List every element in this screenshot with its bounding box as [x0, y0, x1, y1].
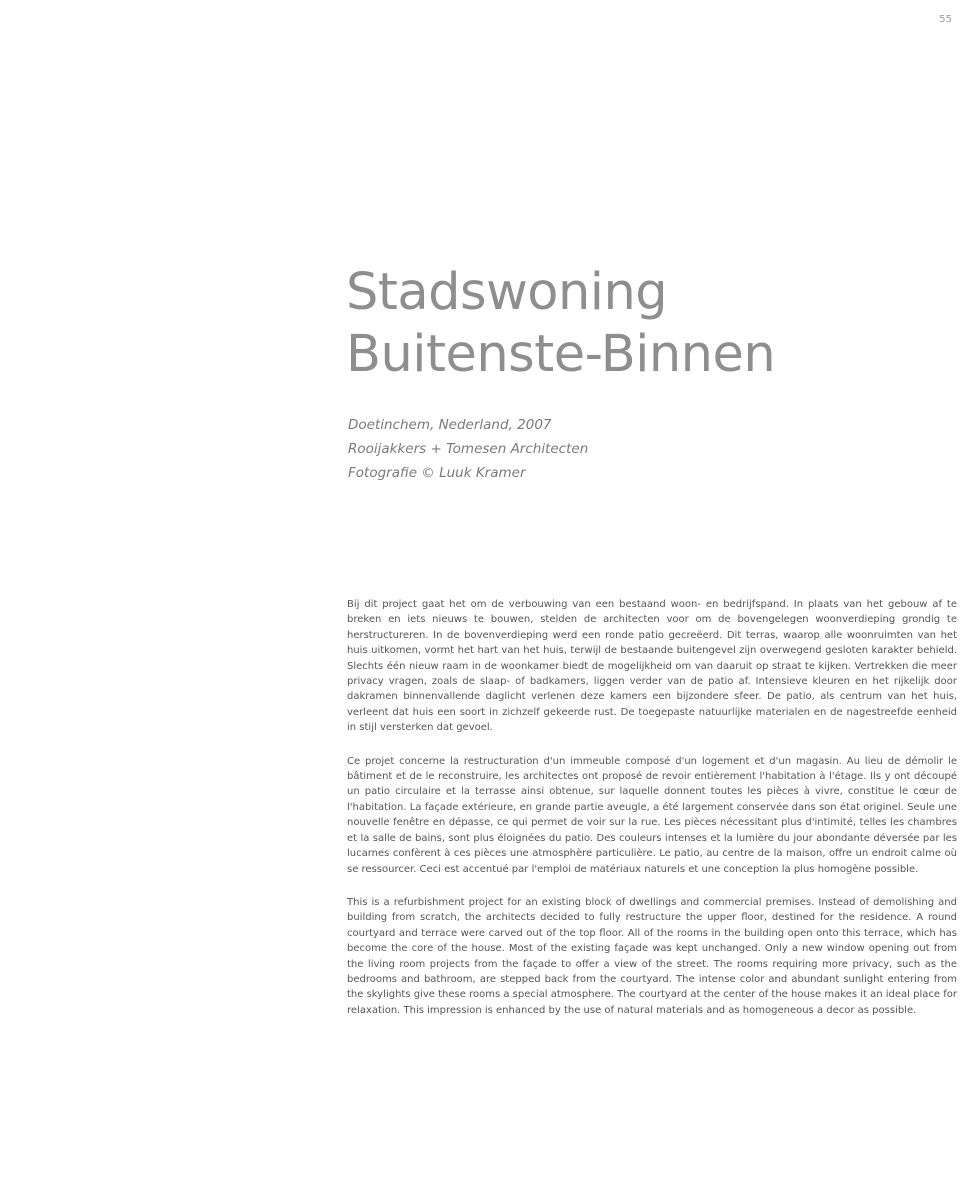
paragraph-dutch: Bij dit project gaat het om de verbouwing van een bestaand woon- en bedrijfspand. In plaats van het gebouw af te breken en iets nieuws te bouwen, stelden de architecten voor om de bovengelegen woonverdieping grondig te herstructureren. In de bovenverdieping werd een ronde patio gecreëerd. Dit terras, waarop alle woonruimten van het huis uitkomen, vormt het hart van het huis, terwijl de bestaande buitengevel zijn overwegend gesloten karakter behield. Slechts één nieuw raam in de woonkamer biedt de mogelijkheid om van daaruit op straat te kijken. Vertrekken die meer privacy vragen, zoals de slaap- of badkamers, liggen verder van de patio af. Intensieve kleuren en het rijkelijk door dakramen binnenvallende daglicht verlenen deze kamers een bijzondere sfeer. De patio, als centrum van het huis, verleent dat huis een soort in zichzelf gekeerde rust. De toegepaste natuurlijke materialen en de nagestreefde eenheid in stijl versterken dat gevoel. — [347, 599, 957, 734]
title-line-1: Stadswoning — [346, 263, 668, 322]
page-title — [346, 262, 775, 386]
title-line-2: Buitenste-Binnen — [346, 325, 776, 384]
page-number: 55 — [939, 14, 952, 25]
meta-location: Doetinchem, Nederland, 2007 — [348, 417, 552, 433]
meta-photography: Fotografie © Luuk Kramer — [348, 465, 526, 481]
project-meta — [348, 413, 588, 485]
paragraph-english: This is a refurbishment project for an existing block of dwellings and commercial premises. Instead of demolishing and building from scratch, the architects decided to fully restructure the upper floor, destined for the residence. A round courtyard and terrace were carved out of the top floor. All of the rooms in the building open onto this terrace, which has become the core of the house. Most of the existing façade was kept unchanged. Only a new window opening out from the living room projects from the façade to offer a view of the street. The rooms requiring more privacy, such as the bedrooms and bathroom, are stepped back from the courtyard. The intense color and abundant sunlight entering from the skylights give these rooms a special atmosphere. The courtyard at the center of the house makes it an ideal place for relaxation. This impression is enhanced by the use of natural materials and as homogeneous a decor as possible. — [347, 896, 957, 1016]
paragraph-french: Ce projet concerne la restructuration d'un immeuble composé d'un logement et d'un magasin. Au lieu de démolir le bâtiment et de le reconstruire, les architectes ont proposé de revoir entièrement l'habitation à l'étage. Ils y ont découpé un patio circulaire et la terrasse ainsi obtenue, sur laquelle donnent toutes les pièces à vivre, constitue le cœur de l'habitation. La façade extérieure, en grande partie aveugle, a été largement conservée dans son état originel. Seule une nouvelle fenêtre en dépasse, ce qui permet de voir sur la rue. Les pièces nécessitant plus d'intimité, telles les chambres et la salle de bains, sont plus éloignées du patio. Des couleurs intenses et la lumière du jour abondante déversée par les lucarnes confèrent à ces pièces une atmosphère particulière. Le patio, au centre de la maison, offre un endroit calme où se ressourcer. Ceci est accentué par l'emploi de matériaux naturels et une conception la plus homogène possible. — [347, 755, 957, 875]
body-text — [347, 597, 957, 1036]
meta-architects: Rooijakkers + Tomesen Architecten — [348, 441, 589, 457]
